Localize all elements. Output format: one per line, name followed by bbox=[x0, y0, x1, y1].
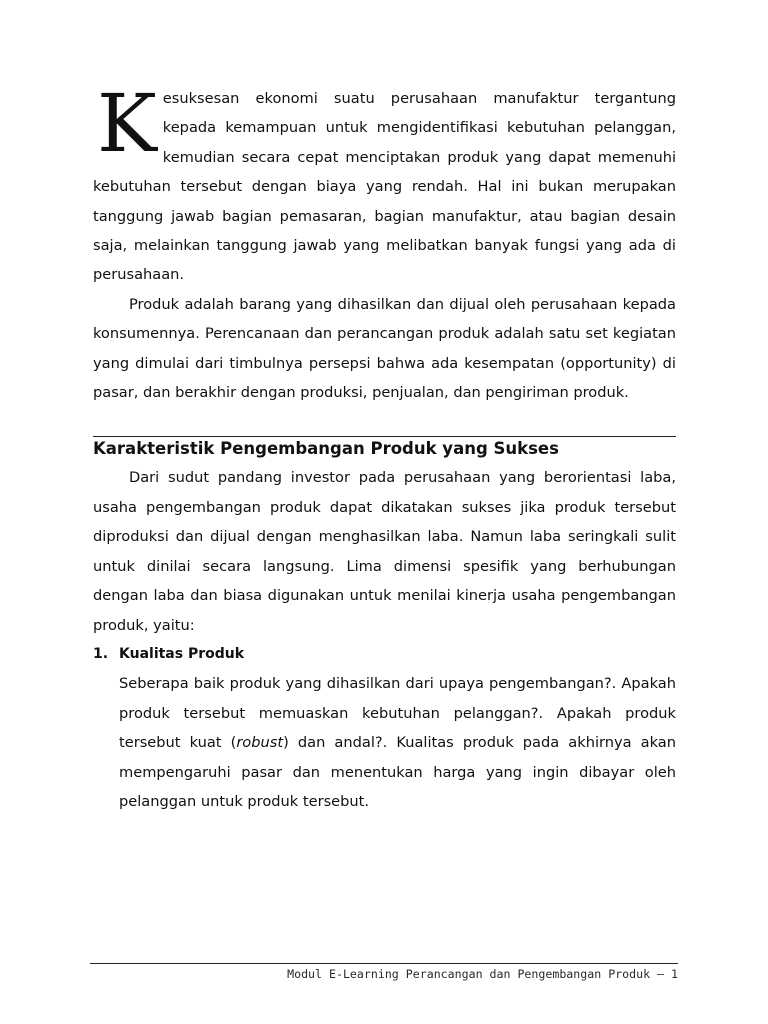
list-text-italic: robust bbox=[236, 734, 284, 752]
list-text-after: ) dan andal?. Kualitas produk pada akhirnya akan mempengaruhi pasar dan menentukan harga yang ingin dibayar oleh pelanggan untuk produk tersebut. bbox=[119, 734, 676, 810]
list-item-text bbox=[93, 669, 676, 816]
drop-cap: K bbox=[97, 77, 157, 170]
list-text-before: Seberapa baik produk yang dihasilkan dari upaya pengembangan?. Apakah produk tersebut memuaskan kebutuhan pelanggan?. Apakah produk tersebut kuat ( bbox=[119, 675, 676, 752]
list-item-title: Kualitas Produk bbox=[119, 645, 245, 662]
document-body bbox=[93, 77, 676, 816]
intro-text: esuksesan ekonomi suatu perusahaan manufaktur tergantung kepada kemampuan untuk mengidentifikasi kebutuhan pelanggan, kemudian secara cepat menciptakan produk yang dapat memenuhi kebutuhan tersebut dengan biaya yang rendah. Hal ini bukan merupakan tanggung jawab bagian pemasaran, bagian manufaktur, atau bagian desain saja, melainkan tanggung jawab yang melibatkan banyak fungsi yang ada di perusahaan. bbox=[93, 90, 676, 284]
section-paragraph: Dari sudut pandang investor pada perusahaan yang berorientasi laba, usaha pengembangan produk dapat dikatakan sukses jika produk tersebut diproduksi dan dijual dengan menghasilkan laba. Namun laba seringkali sulit untuk dinilai secara langsung. Lima dimensi spesifik yang berhubungan dengan laba dan biasa digunakan untuk menilai kinerja usaha pengembangan produk, yaitu: bbox=[93, 469, 676, 634]
list-number: 1. bbox=[93, 645, 109, 662]
page-footer: Modul E-Learning Perancangan dan Pengembangan Produk – 1 bbox=[90, 963, 678, 983]
section-heading: Karakteristik Pengembangan Produk yang Sukses bbox=[93, 436, 676, 461]
intro-paragraph bbox=[93, 77, 676, 290]
list-item-heading bbox=[93, 640, 676, 669]
paragraph-produk: Produk adalah barang yang dihasilkan dan dijual oleh perusahaan kepada konsumennya. Perencanaan dan perancangan produk adalah satu set kegiatan yang dimulai dari timbulnya persepsi bahwa ada kesempatan (opportunity) di pasar, dan berakhir dengan produksi, penjualan, dan pengiriman produk. bbox=[93, 295, 676, 402]
